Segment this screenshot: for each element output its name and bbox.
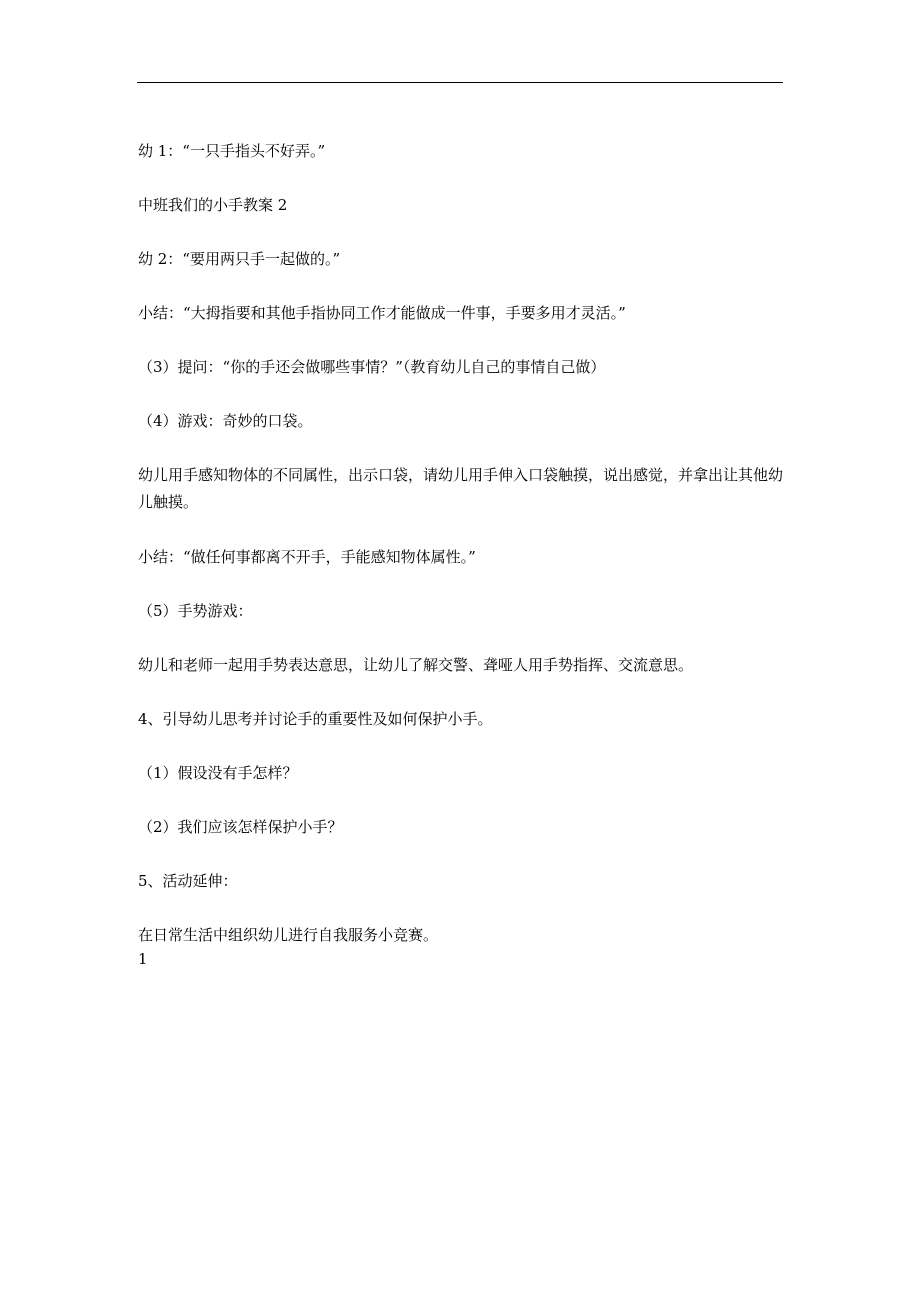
paragraph-12: （1）假设没有手怎样？ bbox=[138, 764, 298, 782]
paragraph-14: 5、活动延伸： bbox=[138, 872, 238, 890]
paragraph-15: 在日常生活中组织幼儿进行自我服务小竞赛。 bbox=[138, 926, 439, 944]
paragraph-8: 小结：“做任何事都离不开手，手能感知物体属性。” bbox=[138, 548, 476, 566]
paragraph-13: （2）我们应该怎样保护小手？ bbox=[138, 818, 343, 836]
paragraph-10: 幼儿和老师一起用手势表达意思，让幼儿了解交警、聋哑人用手势指挥、交流意思。 bbox=[138, 656, 694, 674]
paragraph-2: 中班我们的小手教案 2 bbox=[138, 196, 288, 214]
paragraph-11: 4、引导幼儿思考并讨论手的重要性及如何保护小手。 bbox=[138, 710, 493, 728]
paragraph-4: 小结：“大拇指要和其他手指协同工作才能做成一件事，手要多用才灵活。” bbox=[138, 304, 626, 322]
paragraph-1: 幼 1：“一只手指头不好弄。” bbox=[138, 142, 326, 160]
paragraph-6: （4）游戏：奇妙的口袋。 bbox=[138, 412, 313, 430]
paragraph-7: 幼儿用手感知物体的不同属性，出示口袋，请幼儿用手伸入口袋触摸，说出感觉，并拿出让其他幼儿触摸。 bbox=[138, 466, 784, 511]
header-rule bbox=[137, 82, 783, 83]
paragraph-5: （3）提问：“你的手还会做哪些事情？”（教育幼儿自己的事情自己做） bbox=[138, 358, 606, 376]
page-number: 1 bbox=[138, 950, 148, 968]
document-body bbox=[138, 138, 788, 970]
paragraph-3: 幼 2：“要用两只手一起做的。” bbox=[138, 250, 341, 268]
paragraph-9: （5）手势游戏： bbox=[138, 602, 253, 620]
